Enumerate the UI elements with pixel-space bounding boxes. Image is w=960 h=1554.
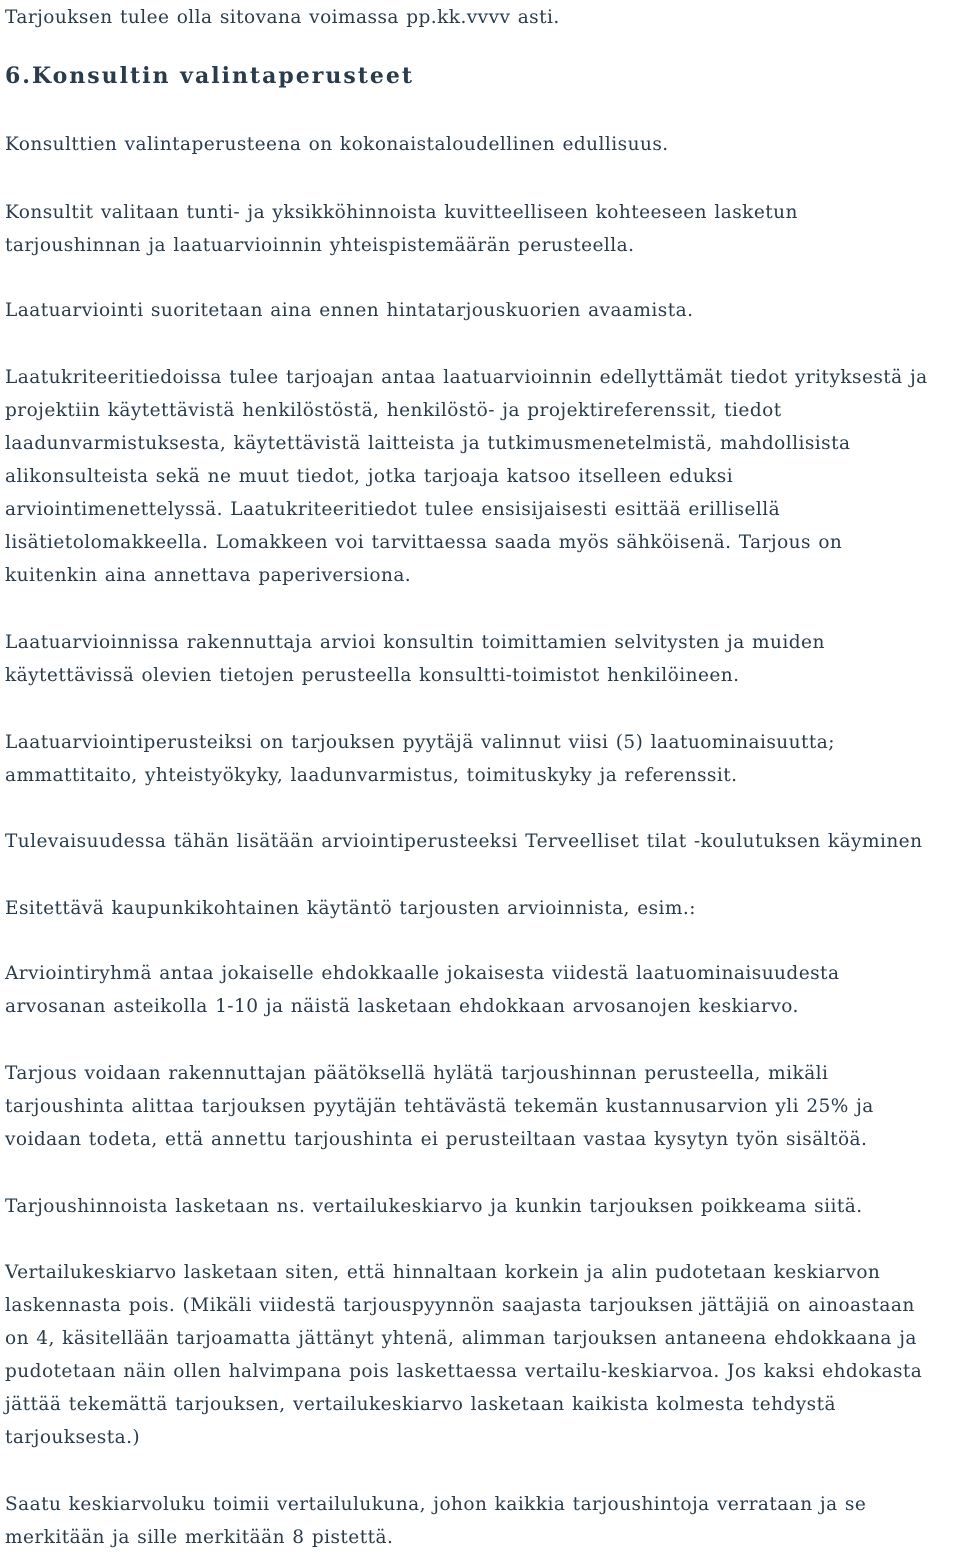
text-line: laskennasta pois. (Mikäli viidestä tarjouspyynnön saajasta tarjouksen jättäjiä on ainoastaan [5, 1295, 915, 1316]
text-line: jättää tekemättä tarjouksen, vertailukeskiarvo lasketaan kaikista kolmesta tehdystä [5, 1394, 836, 1415]
text-line: alikonsulteista sekä ne muut tiedot, jotka tarjoaja katsoo itselleen eduksi [5, 466, 734, 487]
grading-paragraph [5, 957, 839, 1023]
text-line: kuitenkin aina annettava paperiversiona. [5, 565, 412, 586]
rejection-paragraph [5, 1057, 874, 1156]
text-line: Tarjouksen tulee olla sitovana voimassa pp.kk.vvvv asti. [5, 7, 560, 28]
text-line: arviointimenettelyssä. Laatukriteeritiedot tulee ensisijaisesti esittää erillisellä [5, 499, 781, 520]
text-line: Laatuarviointiperusteiksi on tarjouksen pyytäjä valinnut viisi (5) laatuominaisuutta; [5, 732, 835, 753]
evaluation-criteria-paragraph [5, 726, 835, 792]
text-line: pudotetaan näin ollen halvimpana pois laskettaessa vertailu-keskiarvoa. Jos kaksi ehdokasta [5, 1361, 923, 1382]
validity-paragraph [5, 1, 560, 34]
quality-criteria-paragraph [5, 361, 928, 592]
comparison-average-paragraph [5, 1190, 863, 1223]
text-line: projektiin käytettävistä henkilöstöstä, henkilöstö- ja projektireferenssit, tiedot [5, 400, 782, 421]
text-line: ammattitaito, yhteistyökyky, laadunvarmistus, toimituskyky ja referenssit. [5, 765, 738, 786]
text-line: Tarjoushinnoista lasketaan ns. vertailukeskiarvo ja kunkin tarjouksen poikkeama siitä. [5, 1196, 863, 1217]
text-line: Tarjous voidaan rakennuttajan päätöksellä hylätä tarjoushinnan perusteella, mikäli [5, 1063, 829, 1084]
quality-evaluation-paragraph [5, 626, 825, 692]
text-line: Laatuarvioinnissa rakennuttaja arvioi konsultin toimittamien selvitysten ja muiden [5, 632, 825, 653]
text-line: Tulevaisuudessa tähän lisätään arviointiperusteeksi Terveelliset tilat -koulutuksen käyminen [5, 831, 923, 852]
text-line: Vertailukeskiarvo lasketaan siten, että hinnaltaan korkein ja alin pudotetaan keskiarvon [5, 1262, 881, 1283]
text-line: on 4, käsitellään tarjoamatta jättänyt yhtenä, alimman tarjouksen antaneena ehdokkaana ja [5, 1328, 917, 1349]
text-line: merkitään ja sille merkitään 8 pistettä. [5, 1527, 394, 1548]
text-line: Konsulttien valintaperusteena on kokonaistaloudellinen edullisuus. [5, 134, 669, 155]
text-line: Laatuarviointi suoritetaan aina ennen hintatarjouskuorien avaamista. [5, 300, 694, 321]
text-line: käytettävissä olevien tietojen perusteella konsultti-toimistot henkilöineen. [5, 665, 740, 686]
selection-basis-paragraph [5, 128, 669, 161]
text-line: tarjoushinnan ja laatuarvioinnin yhteispistemäärän perusteella. [5, 235, 635, 256]
text-line: Saatu keskiarvoluku toimii vertailulukuna, johon kaikkia tarjoushintoja verrataan ja se [5, 1494, 867, 1515]
future-criteria-paragraph [5, 825, 922, 858]
text-line: voidaan todeta, että annettu tarjoushinta ei perusteiltaan vastaa kysytyn työn sisältöä. [5, 1129, 868, 1150]
reference-score-paragraph [5, 1488, 866, 1554]
text-line: Laatukriteeritiedoissa tulee tarjoajan antaa laatuarvioinnin edellyttämät tiedot yrityksestä ja [5, 367, 928, 388]
text-line: tarjoushinta alittaa tarjouksen pyytäjän tehtävästä tekemän kustannusarvion yli 25% ja [5, 1096, 874, 1117]
selection-method-paragraph [5, 196, 798, 262]
text-line: laadunvarmistuksesta, käytettävistä laitteista ja tutkimusmenetelmistä, mahdollisista [5, 433, 851, 454]
evaluation-timing-paragraph [5, 294, 693, 327]
text-line: Konsultit valitaan tunti- ja yksikköhinnoista kuvitteelliseen kohteeseen lasketun [5, 202, 798, 223]
city-practice-paragraph [5, 892, 696, 925]
text-line: arvosanan asteikolla 1-10 ja näistä lasketaan ehdokkaan arvosanojen keskiarvo. [5, 996, 799, 1017]
text-line: lisätietolomakkeella. Lomakkeen voi tarvittaessa saada myös sähköisenä. Tarjous on [5, 532, 843, 553]
average-calculation-paragraph [5, 1256, 922, 1454]
section-heading: 6.Konsultin valintaperusteet [5, 63, 415, 89]
text-line: Esitettävä kaupunkikohtainen käytäntö tarjousten arvioinnista, esim.: [5, 898, 696, 919]
text-line: tarjouksesta.) [5, 1427, 141, 1448]
text-line: Arviointiryhmä antaa jokaiselle ehdokkaalle jokaisesta viidestä laatuominaisuudesta [5, 963, 840, 984]
